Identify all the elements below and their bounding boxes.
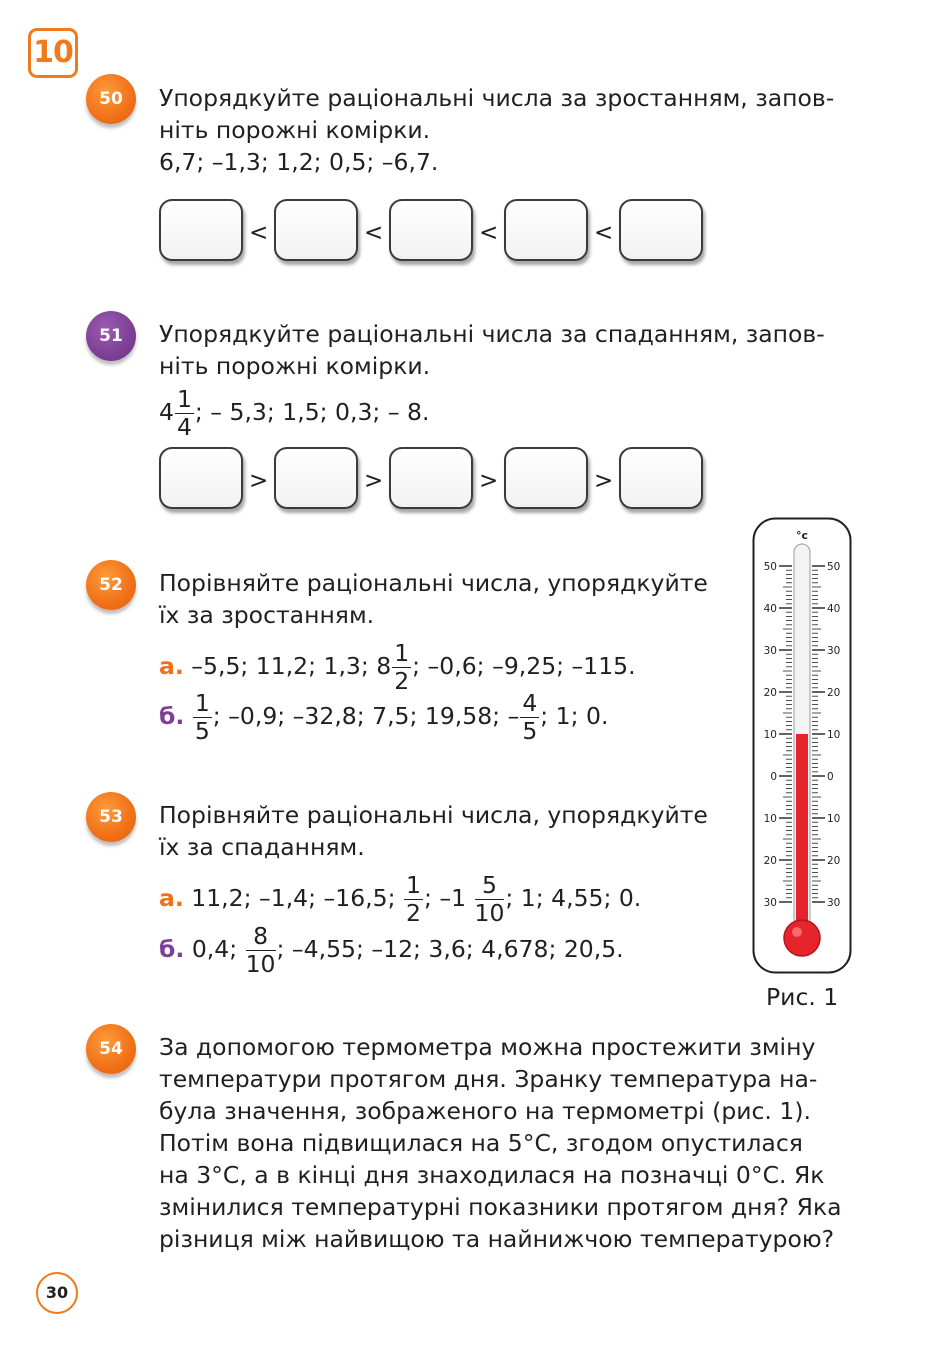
task-52-line2: їх за зростанням. <box>159 601 375 629</box>
mixed-number-whole: 4 <box>159 398 174 426</box>
task-51-line1: Упорядкуйте раціональні числа за спаданням, запов- <box>159 320 825 348</box>
scale-label: 20 <box>827 687 841 699</box>
fraction-numerator: 8 <box>246 925 276 951</box>
scale-label: 20 <box>763 687 777 699</box>
task-54-line: змінилися температурні показники протягом дня? Яка <box>159 1193 842 1221</box>
item-text: ; 1; 0. <box>540 702 609 730</box>
task-52-b <box>159 689 609 745</box>
fraction <box>392 639 411 695</box>
scale-label: 50 <box>827 561 841 573</box>
scale-label: 30 <box>763 897 777 909</box>
fraction <box>404 871 423 927</box>
task-50-line1: Упорядкуйте раціональні числа за зростанням, запов- <box>159 84 835 112</box>
page-number: 30 <box>36 1272 78 1314</box>
scale-label: 0 <box>770 771 777 783</box>
item-label-a: а. <box>159 652 184 680</box>
item-text: ; –1 <box>423 884 467 912</box>
fraction-numerator: 4 <box>522 689 538 717</box>
lesson-number-badge: 10 <box>28 28 78 78</box>
task-53-b <box>159 922 624 978</box>
numbers-rest: ; – 5,3; 1,5; 0,3; – 8. <box>194 398 430 426</box>
answer-cell-50-2[interactable] <box>274 199 358 261</box>
item-text: ; –4,55; –12; 3,6; 4,678; 20,5. <box>276 935 624 963</box>
scale-label: 40 <box>763 603 777 615</box>
task-51-line2: ніть порожні комірки. <box>159 352 431 380</box>
item-text: ; –0,9; –32,8; 7,5; 19,58; – <box>212 702 520 730</box>
scale-label: 20 <box>763 855 777 867</box>
greater-sign: > <box>594 468 614 494</box>
fraction-numerator: 1 <box>394 639 410 667</box>
fraction-denominator: 4 <box>176 412 192 441</box>
thermometer-bulb <box>784 920 820 956</box>
answer-cell-50-3[interactable] <box>389 199 473 261</box>
fraction-denominator: 5 <box>522 716 538 745</box>
scale-label: 10 <box>763 729 777 741</box>
item-text: ; 1; 4,55; 0. <box>505 884 642 912</box>
task-54-line: Потім вона підвищилася на 5°С, згодом опустилася <box>159 1129 803 1157</box>
fraction <box>520 689 539 745</box>
task-53-line2: їх за спаданням. <box>159 833 365 861</box>
greater-sign: > <box>249 468 269 494</box>
item-label-b: б. <box>159 702 185 730</box>
fraction-numerator: 5 <box>475 874 505 900</box>
fraction <box>193 689 212 745</box>
task-54-line: була значення, зображеного на термометрі (рис. 1). <box>159 1097 811 1125</box>
item-text: 11,2; –1,4; –16,5; <box>191 884 396 912</box>
task-52-line1: Порівняйте раціональні числа, упорядкуйте <box>159 569 708 597</box>
task-52-badge: 52 <box>86 560 136 610</box>
fraction <box>245 922 276 978</box>
scale-label: 50 <box>763 561 777 573</box>
less-sign: < <box>364 220 384 246</box>
scale-label: 30 <box>827 645 841 657</box>
task-54-line: температури протягом дня. Зранку температура на- <box>159 1065 818 1093</box>
item-text: ; –0,6; –9,25; –115. <box>412 652 636 680</box>
less-sign: < <box>479 220 499 246</box>
scale-label: 10 <box>763 813 777 825</box>
task-50-numbers: 6,7; –1,3; 1,2; 0,5; –6,7. <box>159 148 439 176</box>
task-54-line: на 3°С, а в кінці дня знаходилася на позначці 0°С. Як <box>159 1161 825 1189</box>
scale-label: 20 <box>827 855 841 867</box>
answer-cell-51-2[interactable] <box>274 447 358 509</box>
fraction-denominator: 10 <box>245 949 276 978</box>
task-52-a <box>159 639 636 695</box>
fraction-denominator: 2 <box>394 666 410 695</box>
task-51-badge: 51 <box>86 311 136 361</box>
task-50-line2: ніть порожні комірки. <box>159 116 431 144</box>
scale-label: 30 <box>827 897 841 909</box>
fraction-denominator: 2 <box>405 898 421 927</box>
task-53-line1: Порівняйте раціональні числа, упорядкуйте <box>159 801 708 829</box>
fraction-numerator: 1 <box>405 871 421 899</box>
less-sign: < <box>249 220 269 246</box>
item-text: –5,5; 11,2; 1,3; 8 <box>191 652 392 680</box>
answer-cell-51-1[interactable] <box>159 447 243 509</box>
task-54-line: різниця між найвищою та найнижчою температурою? <box>159 1225 835 1253</box>
fraction-denominator: 10 <box>474 898 505 927</box>
fraction <box>175 385 194 441</box>
less-sign: < <box>594 220 614 246</box>
answer-cell-50-5[interactable] <box>619 199 703 261</box>
answer-cell-51-3[interactable] <box>389 447 473 509</box>
greater-sign: > <box>479 468 499 494</box>
task-53-badge: 53 <box>86 792 136 842</box>
thermometer-unit: °c <box>795 529 809 542</box>
task-51-numbers <box>159 385 430 441</box>
bulb-highlight <box>792 927 802 937</box>
answer-cell-51-5[interactable] <box>619 447 703 509</box>
answer-cell-51-4[interactable] <box>504 447 588 509</box>
figure-caption: Рис. 1 <box>766 983 839 1011</box>
answer-cell-50-4[interactable] <box>504 199 588 261</box>
thermometer-fluid <box>796 734 808 939</box>
fraction-denominator: 5 <box>194 716 210 745</box>
item-text: 0,4; <box>191 935 238 963</box>
task-53-a <box>159 871 642 927</box>
fraction <box>474 871 505 927</box>
item-label-b: б. <box>159 935 185 963</box>
task-54-line: За допомогою термометра можна простежити зміну <box>159 1033 816 1061</box>
task-54-badge: 54 <box>86 1024 136 1074</box>
answer-cell-50-1[interactable] <box>159 199 243 261</box>
scale-label: 0 <box>827 771 834 783</box>
fraction-numerator: 1 <box>176 385 192 413</box>
item-label-a: а. <box>159 884 184 912</box>
greater-sign: > <box>364 468 384 494</box>
task-50-badge: 50 <box>86 74 136 124</box>
scale-label: 30 <box>763 645 777 657</box>
scale-label: 10 <box>827 729 841 741</box>
scale-label: 40 <box>827 603 841 615</box>
thermometer-figure <box>752 517 852 974</box>
fraction-numerator: 1 <box>194 689 210 717</box>
scale-label: 10 <box>827 813 841 825</box>
